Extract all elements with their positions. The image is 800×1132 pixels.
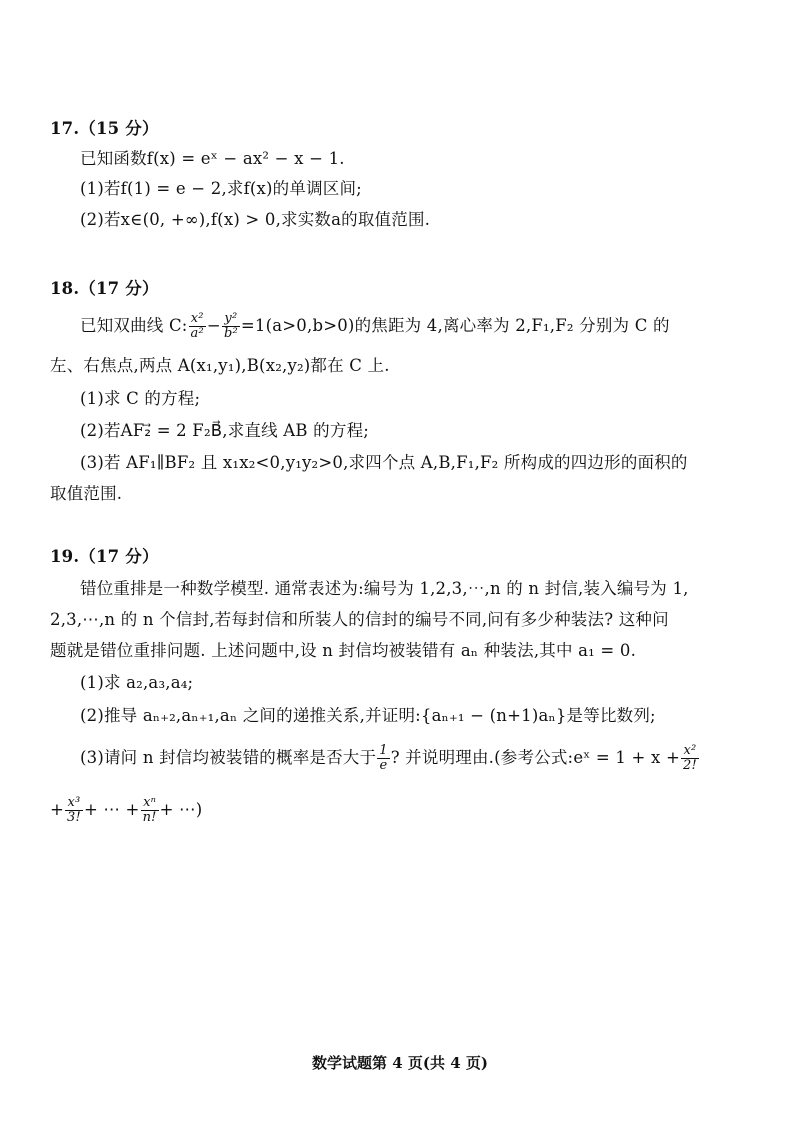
formula-tail: + ⋯) xyxy=(159,800,203,819)
q17-part1: (1)若f(1) = e − 2,求f(x)的单调区间; xyxy=(80,179,362,198)
q19-part3-pre: (3)请问 n 封信均被装错的概率是否大于 xyxy=(80,748,377,767)
fraction-numerator: xⁿ xyxy=(141,796,159,811)
fraction-denominator: n! xyxy=(142,810,157,825)
minus-sign: − xyxy=(206,316,221,335)
q18-title: 18.（17 分） xyxy=(50,279,159,298)
fraction-x3-3fact xyxy=(65,796,83,825)
fraction-denominator: e xyxy=(379,758,388,773)
q19-part3-mid: ? 并说明理由.(参考公式:eˣ = 1 + x + xyxy=(390,748,680,767)
q18-part1: (1)求 C 的方程; xyxy=(80,389,201,408)
fraction-x2-a2 xyxy=(189,312,206,341)
q18-part2: (2)若AF₂⃗ = 2 F₂B⃗,求直线 AB 的方程; xyxy=(80,421,370,440)
q18-part3-cont: 取值范围. xyxy=(50,484,123,503)
q18-stem-line2: 左、右焦点,两点 A(x₁,y₁),B(x₂,y₂)都在 C 上. xyxy=(50,356,390,375)
fraction-numerator: 1 xyxy=(379,743,388,758)
page-footer: 数学试题第 4 页(共 4 页) xyxy=(312,1054,488,1072)
q19-stem-line2: 2,3,⋯,n 的 n 个信封,若每封信和所装人的信封的编号不同,问有多少种装法? 这种问 xyxy=(50,610,669,629)
q18-part3: (3)若 AF₁∥BF₂ 且 x₁x₂<0,y₁y₂>0,求四个点 A,B,F₁,F₂ 所构成的四边形的面积的 xyxy=(80,453,688,472)
q19-stem-line3: 题就是错位重排问题. 上述问题中,设 n 封信均被装错有 aₙ 种装法,其中 a₁ = 0. xyxy=(50,641,637,660)
fraction-denominator: 3! xyxy=(67,810,81,825)
fraction-numerator: y² xyxy=(222,312,240,327)
formula-ellipsis: + ⋯ + xyxy=(83,800,140,819)
q19-title: 19.（17 分） xyxy=(50,547,159,566)
q18-stem-pre: 已知双曲线 C: xyxy=(80,316,188,335)
fraction-denominator: 2! xyxy=(682,758,697,773)
q19-part3 xyxy=(80,744,700,773)
fraction-denominator: b² xyxy=(223,326,238,341)
fraction-denominator: a² xyxy=(190,326,204,341)
q19-part3-formula-cont xyxy=(50,796,202,825)
fraction-numerator: x³ xyxy=(65,796,83,811)
fraction-1-e xyxy=(377,744,389,773)
fraction-y2-b2 xyxy=(222,312,240,341)
q17-title: 17.（15 分） xyxy=(50,119,159,138)
q18-stem-post: =1(a>0,b>0)的焦距为 4,离心率为 2,F₁,F₂ 分别为 C 的 xyxy=(240,316,670,335)
fraction-xn-nfact xyxy=(141,796,159,825)
q18-stem-line1 xyxy=(80,312,670,341)
q17-part2: (2)若x∈(0, +∞),f(x) > 0,求实数a的取值范围. xyxy=(80,210,431,229)
q19-stem-line1: 错位重排是一种数学模型. 通常表述为:编号为 1,2,3,⋯,n 的 n 封信,装入编号为 1, xyxy=(80,579,689,598)
fraction-x2-2fact xyxy=(681,744,699,773)
q19-part2: (2)推导 aₙ₊₂,aₙ₊₁,aₙ 之间的递推关系,并证明:{aₙ₊₁ − (n+1)aₙ}是等比数列; xyxy=(80,706,656,725)
fraction-numerator: x² xyxy=(189,312,206,327)
plus-sign: + xyxy=(50,800,65,819)
q19-part1: (1)求 a₂,a₃,a₄; xyxy=(80,673,194,692)
q17-stem: 已知函数f(x) = eˣ − ax² − x − 1. xyxy=(80,149,345,168)
fraction-numerator: x² xyxy=(681,744,699,759)
